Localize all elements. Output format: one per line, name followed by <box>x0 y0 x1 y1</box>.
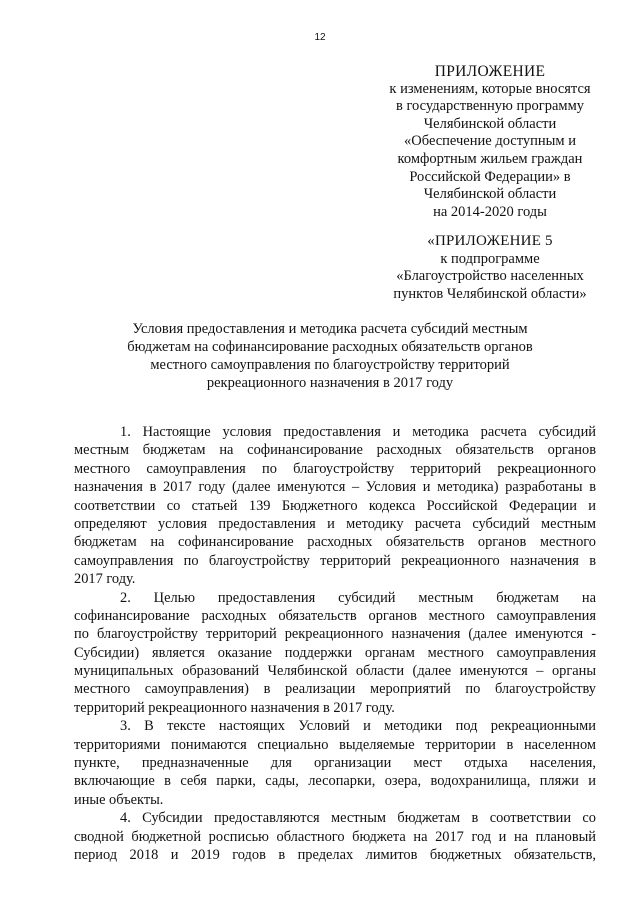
paragraph-3-line: иные объекты. <box>74 791 164 808</box>
paragraph-1-line: назначения в 2017 году (далее именуются – Условия и методика) разработаны в <box>74 479 596 496</box>
appendix-header-line: комфортным жильем граждан <box>397 150 583 167</box>
document-title-line: бюджетам на софинансирование расходных обязательств органов <box>127 339 533 355</box>
document-body <box>74 423 596 864</box>
appendix-header-line: Российской Федерации» в <box>409 168 571 185</box>
paragraph-2-line: местного самоуправления) в реализации мероприятий по благоустройству <box>74 681 596 698</box>
subprogram-appendix-line: «ПРИЛОЖЕНИЕ 5 <box>427 233 553 249</box>
paragraph-4-line: сводной бюджетной росписью областного бюджета на 2017 год и на плановый <box>74 828 596 845</box>
page-number: 12 <box>314 32 326 43</box>
appendix-header <box>370 63 610 221</box>
document-title-line: рекреационного назначения в 2017 году <box>206 375 454 391</box>
subprogram-appendix-line: «Благоустройство населенных <box>396 268 584 285</box>
paragraph-1-line: самоуправления по благоустройству территорий рекреационного назначения в <box>74 552 596 569</box>
subprogram-appendix-line: пунктов Челябинской области» <box>393 285 587 302</box>
paragraph-3-line: включающие в себя парки, сады, лесопарки, озера, водохранилища, пляжи и <box>74 773 596 790</box>
appendix-header-line: к изменениям, которые вносятся <box>389 80 591 97</box>
paragraph-3-line: пункте, предназначенные для организации мест отдыха населения, <box>74 755 596 772</box>
paragraph-2-line: территорий рекреационного назначения в 2017 году. <box>74 699 395 716</box>
appendix-header-line: в государственную программу <box>395 98 584 115</box>
appendix-header-line: Челябинской области <box>423 186 557 203</box>
paragraph-1-line: соответствии со статьей 139 Бюджетного кодекса Российской Федерации и <box>74 497 596 514</box>
paragraph-1-line: местным бюджетам на софинансирование расходных обязательств органов <box>74 442 596 459</box>
paragraph-1-line: 2017 году. <box>74 571 136 588</box>
appendix-header-line: ПРИЛОЖЕНИЕ <box>434 63 546 80</box>
paragraph-2-line: Субсидии) является оказание поддержки органам местного самоуправления <box>74 644 596 661</box>
paragraph-2-line: муниципальных образований Челябинской области (далее именуются – органы <box>74 663 596 680</box>
document-title-line: местного самоуправления по благоустройству территорий <box>150 357 510 373</box>
subprogram-appendix-line: к подпрограмме <box>440 250 540 267</box>
paragraph-1-line: бюджетам на софинансирование расходных обязательств органов местного <box>74 534 596 551</box>
appendix-header-line: на 2014-2020 годы <box>433 203 547 220</box>
document-title <box>100 320 560 392</box>
paragraph-1-line: определяют условия предоставления и методику расчета субсидий местным <box>74 515 596 532</box>
paragraph-1-line: местного самоуправления по благоустройству территорий рекреационного <box>74 460 596 477</box>
appendix-header-line: Челябинской области <box>423 115 557 132</box>
appendix-header-line: «Обеспечение доступным и <box>404 133 576 150</box>
paragraph-2-line: по благоустройству территорий рекреационного назначения (далее именуются - <box>74 626 596 643</box>
paragraph-4-line: период 2018 и 2019 годов в пределах лимитов бюджетных обязательств, <box>74 846 596 863</box>
subprogram-appendix-header <box>370 233 610 303</box>
paragraph-4-line: 4. Субсидии предоставляются местным бюджетам в соответствии со <box>120 810 596 827</box>
paragraph-3-line: территориями понимаются специально выделяемые территории в населенном <box>74 736 596 753</box>
paragraph-1-line: 1. Настоящие условия предоставления и методика расчета субсидий <box>120 424 596 440</box>
paragraph-2-line: софинансирование расходных обязательств органов местного самоуправления <box>74 607 596 624</box>
paragraph-2-line: 2. Целью предоставления субсидий местным бюджетам на <box>120 589 596 606</box>
paragraph-3-line: 3. В тексте настоящих Условий и методики под рекреационными <box>120 718 596 735</box>
document-title-line: Условия предоставления и методика расчета субсидий местным <box>132 321 528 337</box>
